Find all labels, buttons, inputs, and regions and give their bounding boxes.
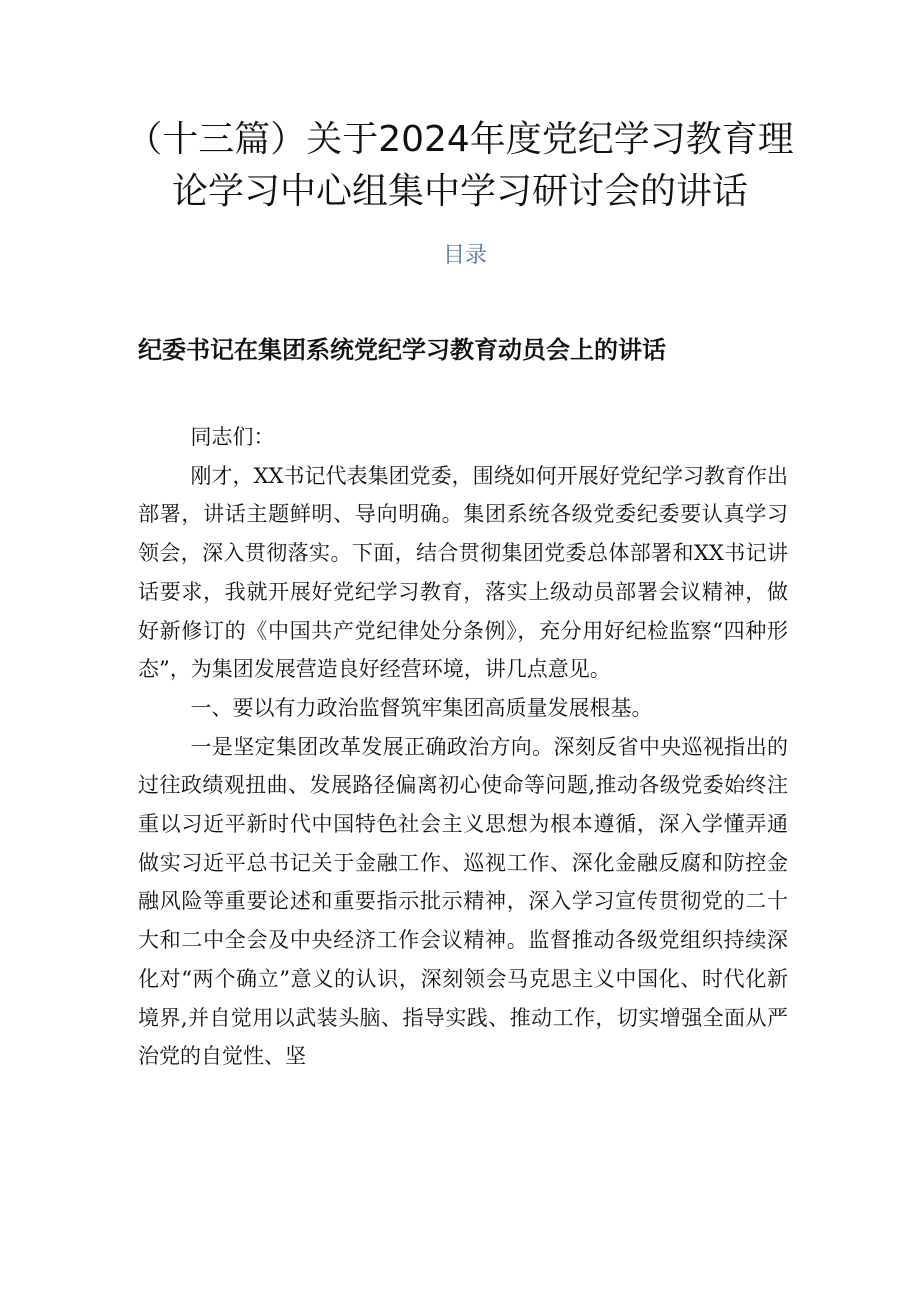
point-one-paragraph: 一是坚定集团改革发展正确政治方向。深刻反省中央巡视指出的过往政绩观扭曲、发展路径偏离初心使命等问题,推动各级党委始终注重以习近平新时代中国特色社会主义思想为根本遵循，深入学懂弄通做实习近平总书记关于金融工作、巡视工作、深化金融反腐和防控金融风险等重要论述和重要指示批示精神，深入学习宣传贯彻党的二十大和二中全会及中央经济工作会议精神。监督推动各级党组织持续深化对“两个确立”意义的认识，深刻领会马克思主义中国化、时代化新境界,并自觉用以武装头脑、指导实践、推动工作，切实增强全面从严治党的自觉性、坚 — [138, 734, 788, 1069]
document-title — [100, 114, 820, 218]
document-title-line-1: （十三篇）关于2024年度党纪学习教育理 — [126, 119, 794, 160]
section-heading: 纪委书记在集团系统党纪学习教育动员会上的讲话 — [138, 336, 666, 364]
intro-paragraph: 刚才，XX书记代表集团党委，围绕如何开展好党纪学习教育作出部署，讲话主题鲜明、导向明确。集团系统各级党委纪委要认真学习领会，深入贯彻落实。下面，结合贯彻集团党委总体部署和XX书记讲话要求，我就开展好党纪学习教育，落实上级动员部署会议精神，做好新修订的《中国共产党纪律处分条例》，充分用好纪检监察“四种形态”，为集团发展营造良好经营环境，讲几点意见。 — [138, 463, 788, 682]
document-body — [138, 418, 788, 1076]
section-one-heading-paragraph: 一、要以有力政治监督筑牢集团高质量发展根基。 — [190, 695, 653, 720]
salutation-paragraph: 同志们： — [190, 425, 275, 449]
document-title-line-2: 论学习中心组集中学习研讨会的讲话 — [171, 171, 748, 212]
table-of-contents-label: 目录 — [442, 243, 487, 268]
